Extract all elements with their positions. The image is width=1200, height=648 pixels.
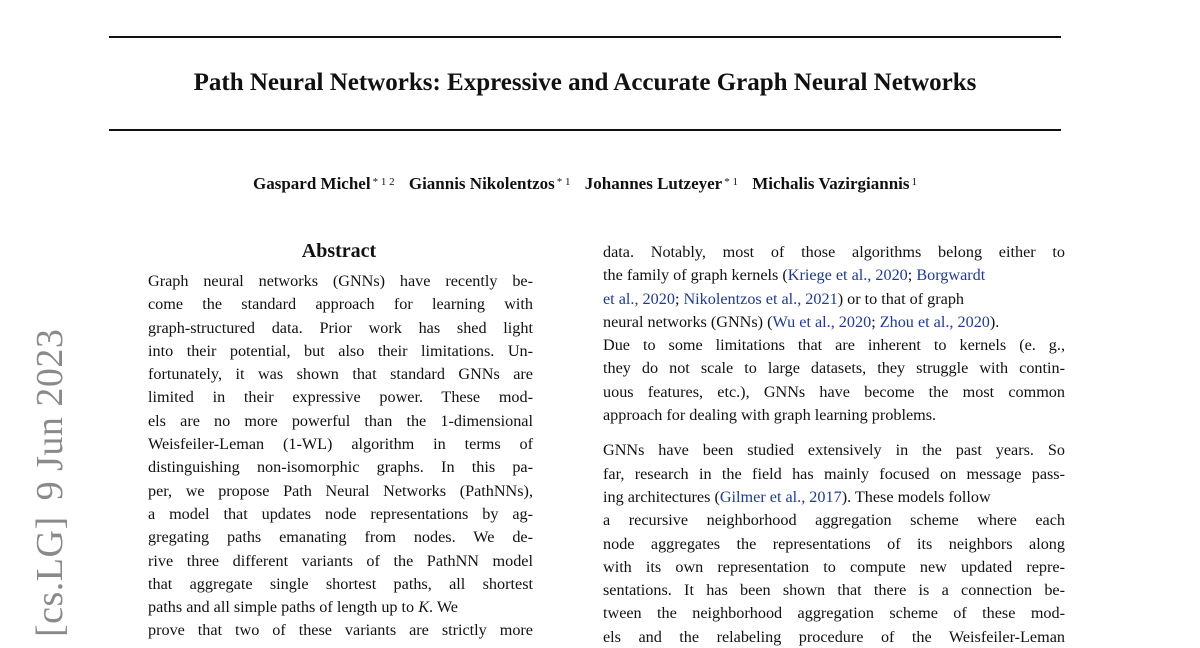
citation-link[interactable]: et al., 2020 — [603, 289, 675, 308]
abstract-line: come the standard approach for learning with — [148, 295, 533, 314]
author-affiliation: * 1 — [556, 176, 571, 188]
abstract-line: rive three different variants of the PathNN model — [148, 551, 533, 570]
intro-line: els and the relabeling procedure of the Weisfeiler-Leman — [603, 627, 1065, 646]
intro-line: tween the neighborhood aggregation scheme of these mod- — [603, 604, 1065, 623]
author-list — [109, 172, 1061, 196]
intro-line: data. Notably, most of those algorithms belong either to — [603, 243, 1065, 261]
abstract-line: distinguishing non-isomorphic graphs. In this pa- — [148, 458, 533, 477]
citation-link[interactable]: Kriege et al., 2020 — [787, 266, 908, 285]
arxiv-stamp — [30, 329, 70, 637]
abstract-line: els are no more powerful than the 1-dimensional — [148, 411, 533, 430]
author — [409, 174, 571, 193]
intro-line: node aggregates the representations of its neighbors along — [603, 534, 1065, 553]
intro-line: the family of graph kernels (Kriege et al., 2020; Borgwardt — [603, 266, 986, 285]
intro-line: Due to some limitations that are inherent to kernels (e. g., — [603, 336, 1065, 355]
citation-link[interactable]: Wu et al., 2020 — [772, 312, 872, 331]
citation-link[interactable]: Gilmer et al., 2017 — [719, 487, 842, 506]
citation-link[interactable]: Zhou et al., 2020 — [879, 312, 990, 331]
intro-line: uous features, etc.), GNNs have become the most common — [603, 382, 1065, 401]
intro-line: ing architectures (Gilmer et al., 2017). These models follow — [603, 487, 991, 506]
author-affiliation: * 1 — [724, 176, 738, 188]
arxiv-date: 9 Jun 2023 — [29, 328, 71, 501]
abstract-line: that aggregate single shortest paths, all shortest — [148, 574, 533, 593]
abstract-line: paths and all simple paths of length up to K. We — [148, 598, 458, 617]
intro-line: GNNs have been studied extensively in the past years. So — [603, 441, 1065, 460]
abstract-body — [148, 270, 533, 643]
paragraph-gap — [603, 427, 1065, 439]
introduction-body — [603, 241, 1065, 648]
abstract-line: a model that updates node representations by ag- — [148, 504, 533, 523]
author-affiliation: * 1 2 — [372, 176, 395, 188]
intro-line: far, research in the field has mainly focused on message pass- — [603, 464, 1065, 483]
author-affiliation: 1 — [911, 176, 917, 188]
intro-line: with its own representation to compute new updated repre- — [603, 557, 1065, 576]
intro-line: et al., 2020; Nikolentzos et al., 2021) or to that of graph — [603, 289, 965, 308]
author-name: Michalis Vazirgiannis — [752, 174, 910, 193]
intro-line: neural networks (GNNs) (Wu et al., 2020; Zhou et al., 2020). — [603, 312, 1000, 331]
abstract-line: graph-structured data. Prior work has shed light — [148, 318, 533, 337]
citation-link[interactable]: Borgwardt — [916, 266, 986, 285]
arxiv-category: [cs.LG] — [29, 516, 71, 637]
title-top-rule — [109, 36, 1061, 38]
intro-line: approach for dealing with graph learning problems. — [603, 406, 937, 425]
abstract-line: gregating paths emanating from nodes. We de- — [148, 528, 533, 547]
intro-line: a recursive neighborhood aggregation scheme where each — [603, 511, 1065, 530]
author-name: Johannes Lutzeyer — [584, 174, 723, 193]
abstract-line: fortunately, it was shown that standard GNNs are — [148, 365, 533, 384]
author-name: Giannis Nikolentzos — [408, 174, 555, 193]
citation-link[interactable]: Nikolentzos et al., 2021 — [683, 289, 838, 308]
author — [585, 174, 738, 193]
intro-line: they do not scale to large datasets, they struggle with contin- — [603, 359, 1065, 378]
abstract-line: Graph neural networks (GNNs) have recently be- — [148, 272, 533, 290]
author — [253, 174, 395, 193]
title-bottom-rule — [109, 129, 1061, 131]
abstract-heading: Abstract — [301, 240, 377, 262]
abstract-line: into their potential, but also their limitations. Un- — [148, 341, 533, 360]
author-name: Gaspard Michel — [253, 174, 371, 193]
author — [752, 174, 917, 193]
abstract-line: per, we propose Path Neural Networks (PathNNs), — [148, 481, 533, 500]
abstract-line: limited in their expressive power. These mod- — [148, 388, 533, 407]
abstract-line: prove that two of these variants are strictly more — [148, 621, 533, 640]
math-variable: K — [418, 598, 430, 617]
abstract-line: Weisfeiler-Leman (1-WL) algorithm in terms of — [148, 435, 533, 454]
paper-title: Path Neural Networks: Expressive and Accurate Graph Neural Networks — [193, 69, 977, 96]
intro-line: sentations. It has been shown that there is a connection be- — [603, 581, 1065, 600]
